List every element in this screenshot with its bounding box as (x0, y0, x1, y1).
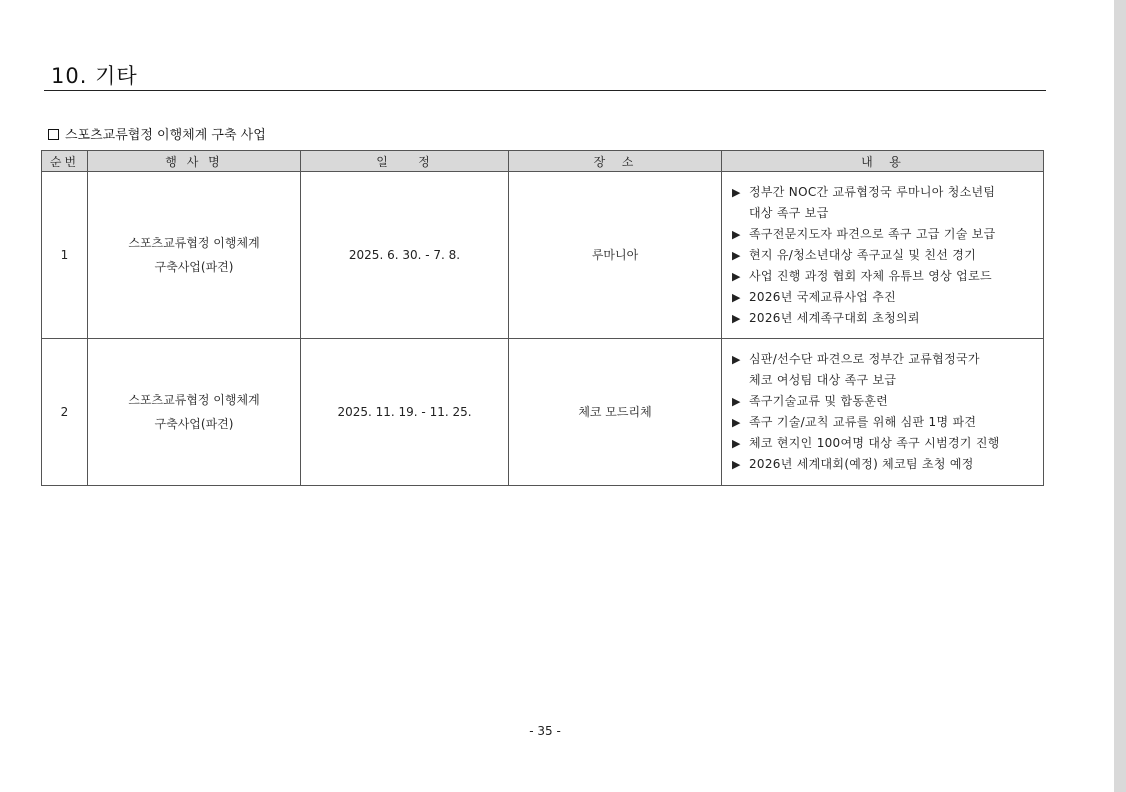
list-item (732, 266, 1035, 287)
triangle-bullet-icon: ▶ (732, 437, 741, 450)
list-item-text: 2026년 국제교류사업 추진 (749, 289, 896, 304)
header-place: 장 소 (509, 151, 722, 172)
header-contents: 내 용 (722, 151, 1044, 172)
section-title: 10. 기타 (51, 64, 138, 88)
subsection-heading (48, 124, 266, 143)
list-item-text: 족구 기술/교칙 교류를 위해 심판 1명 파견 (749, 415, 977, 429)
list-item-text: 사업 진행 과정 협회 자체 유튜브 영상 업로드 (749, 268, 992, 283)
triangle-bullet-icon: ▶ (732, 353, 741, 366)
table-row (42, 339, 1044, 486)
event-name: 스포츠교류협정 이행체계 구축사업(파견) (88, 339, 301, 486)
triangle-bullet-icon: ▶ (732, 185, 741, 199)
list-item-text: 족구전문지도자 파견으로 족구 고급 기술 보급 (749, 226, 996, 241)
event-schedule: 2025. 11. 19. - 11. 25. (301, 339, 509, 486)
triangle-bullet-icon: ▶ (732, 395, 741, 408)
row-number: 2 (42, 339, 88, 486)
list-item (732, 433, 1035, 454)
triangle-bullet-icon: ▶ (732, 311, 741, 325)
triangle-bullet-icon: ▶ (732, 248, 741, 262)
list-item-text: 심판/선수단 파견으로 정부간 교류협정국가 체코 여성팀 대상 족구 보급 (749, 352, 980, 387)
list-item-text: 족구기술교류 및 합동훈련 (749, 394, 889, 408)
list-item-text: 정부간 NOC간 교류협정국 루마니아 청소년팀 대상 족구 보급 (749, 184, 996, 220)
list-item (732, 224, 1035, 245)
event-schedule: 2025. 6. 30. - 7. 8. (301, 172, 509, 339)
list-item (732, 454, 1035, 475)
list-item (732, 349, 1035, 391)
header-no: 순번 (42, 151, 88, 172)
event-name: 스포츠교류협정 이행체계 구축사업(파견) (88, 172, 301, 339)
content-list (732, 182, 1035, 329)
header-schedule: 일 정 (301, 151, 509, 172)
list-item-text: 체코 현지인 100여명 대상 족구 시범경기 진행 (749, 436, 1000, 450)
event-contents (722, 172, 1044, 339)
list-item (732, 391, 1035, 412)
triangle-bullet-icon: ▶ (732, 458, 741, 471)
event-place: 체코 모드리체 (509, 339, 722, 486)
event-contents (722, 339, 1044, 486)
list-item (732, 308, 1035, 329)
list-item (732, 412, 1035, 433)
event-place: 루마니아 (509, 172, 722, 339)
row-number: 1 (42, 172, 88, 339)
triangle-bullet-icon: ▶ (732, 290, 741, 304)
triangle-bullet-icon: ▶ (732, 416, 741, 429)
checkbox-square-icon (48, 129, 59, 140)
table-header-row (42, 151, 1044, 172)
subsection-title: 스포츠교류협정 이행체계 구축 사업 (65, 128, 266, 143)
list-item (732, 287, 1035, 308)
list-item-text: 2026년 세계대회(예정) 체코팀 초청 예정 (749, 457, 974, 471)
triangle-bullet-icon: ▶ (732, 227, 741, 241)
header-event-name: 행 사 명 (88, 151, 301, 172)
scrollbar-track[interactable] (1114, 0, 1126, 792)
triangle-bullet-icon: ▶ (732, 269, 741, 283)
list-item-text: 현지 유/청소년대상 족구교실 및 친선 경기 (749, 247, 977, 262)
list-item (732, 182, 1035, 224)
content-list (732, 349, 1035, 475)
list-item-text: 2026년 세계족구대회 초청의뢰 (749, 310, 920, 325)
events-table (41, 150, 1044, 486)
heading-underline (44, 90, 1046, 91)
list-item (732, 245, 1035, 266)
page-number: - 35 - (529, 724, 561, 738)
table-row (42, 172, 1044, 339)
